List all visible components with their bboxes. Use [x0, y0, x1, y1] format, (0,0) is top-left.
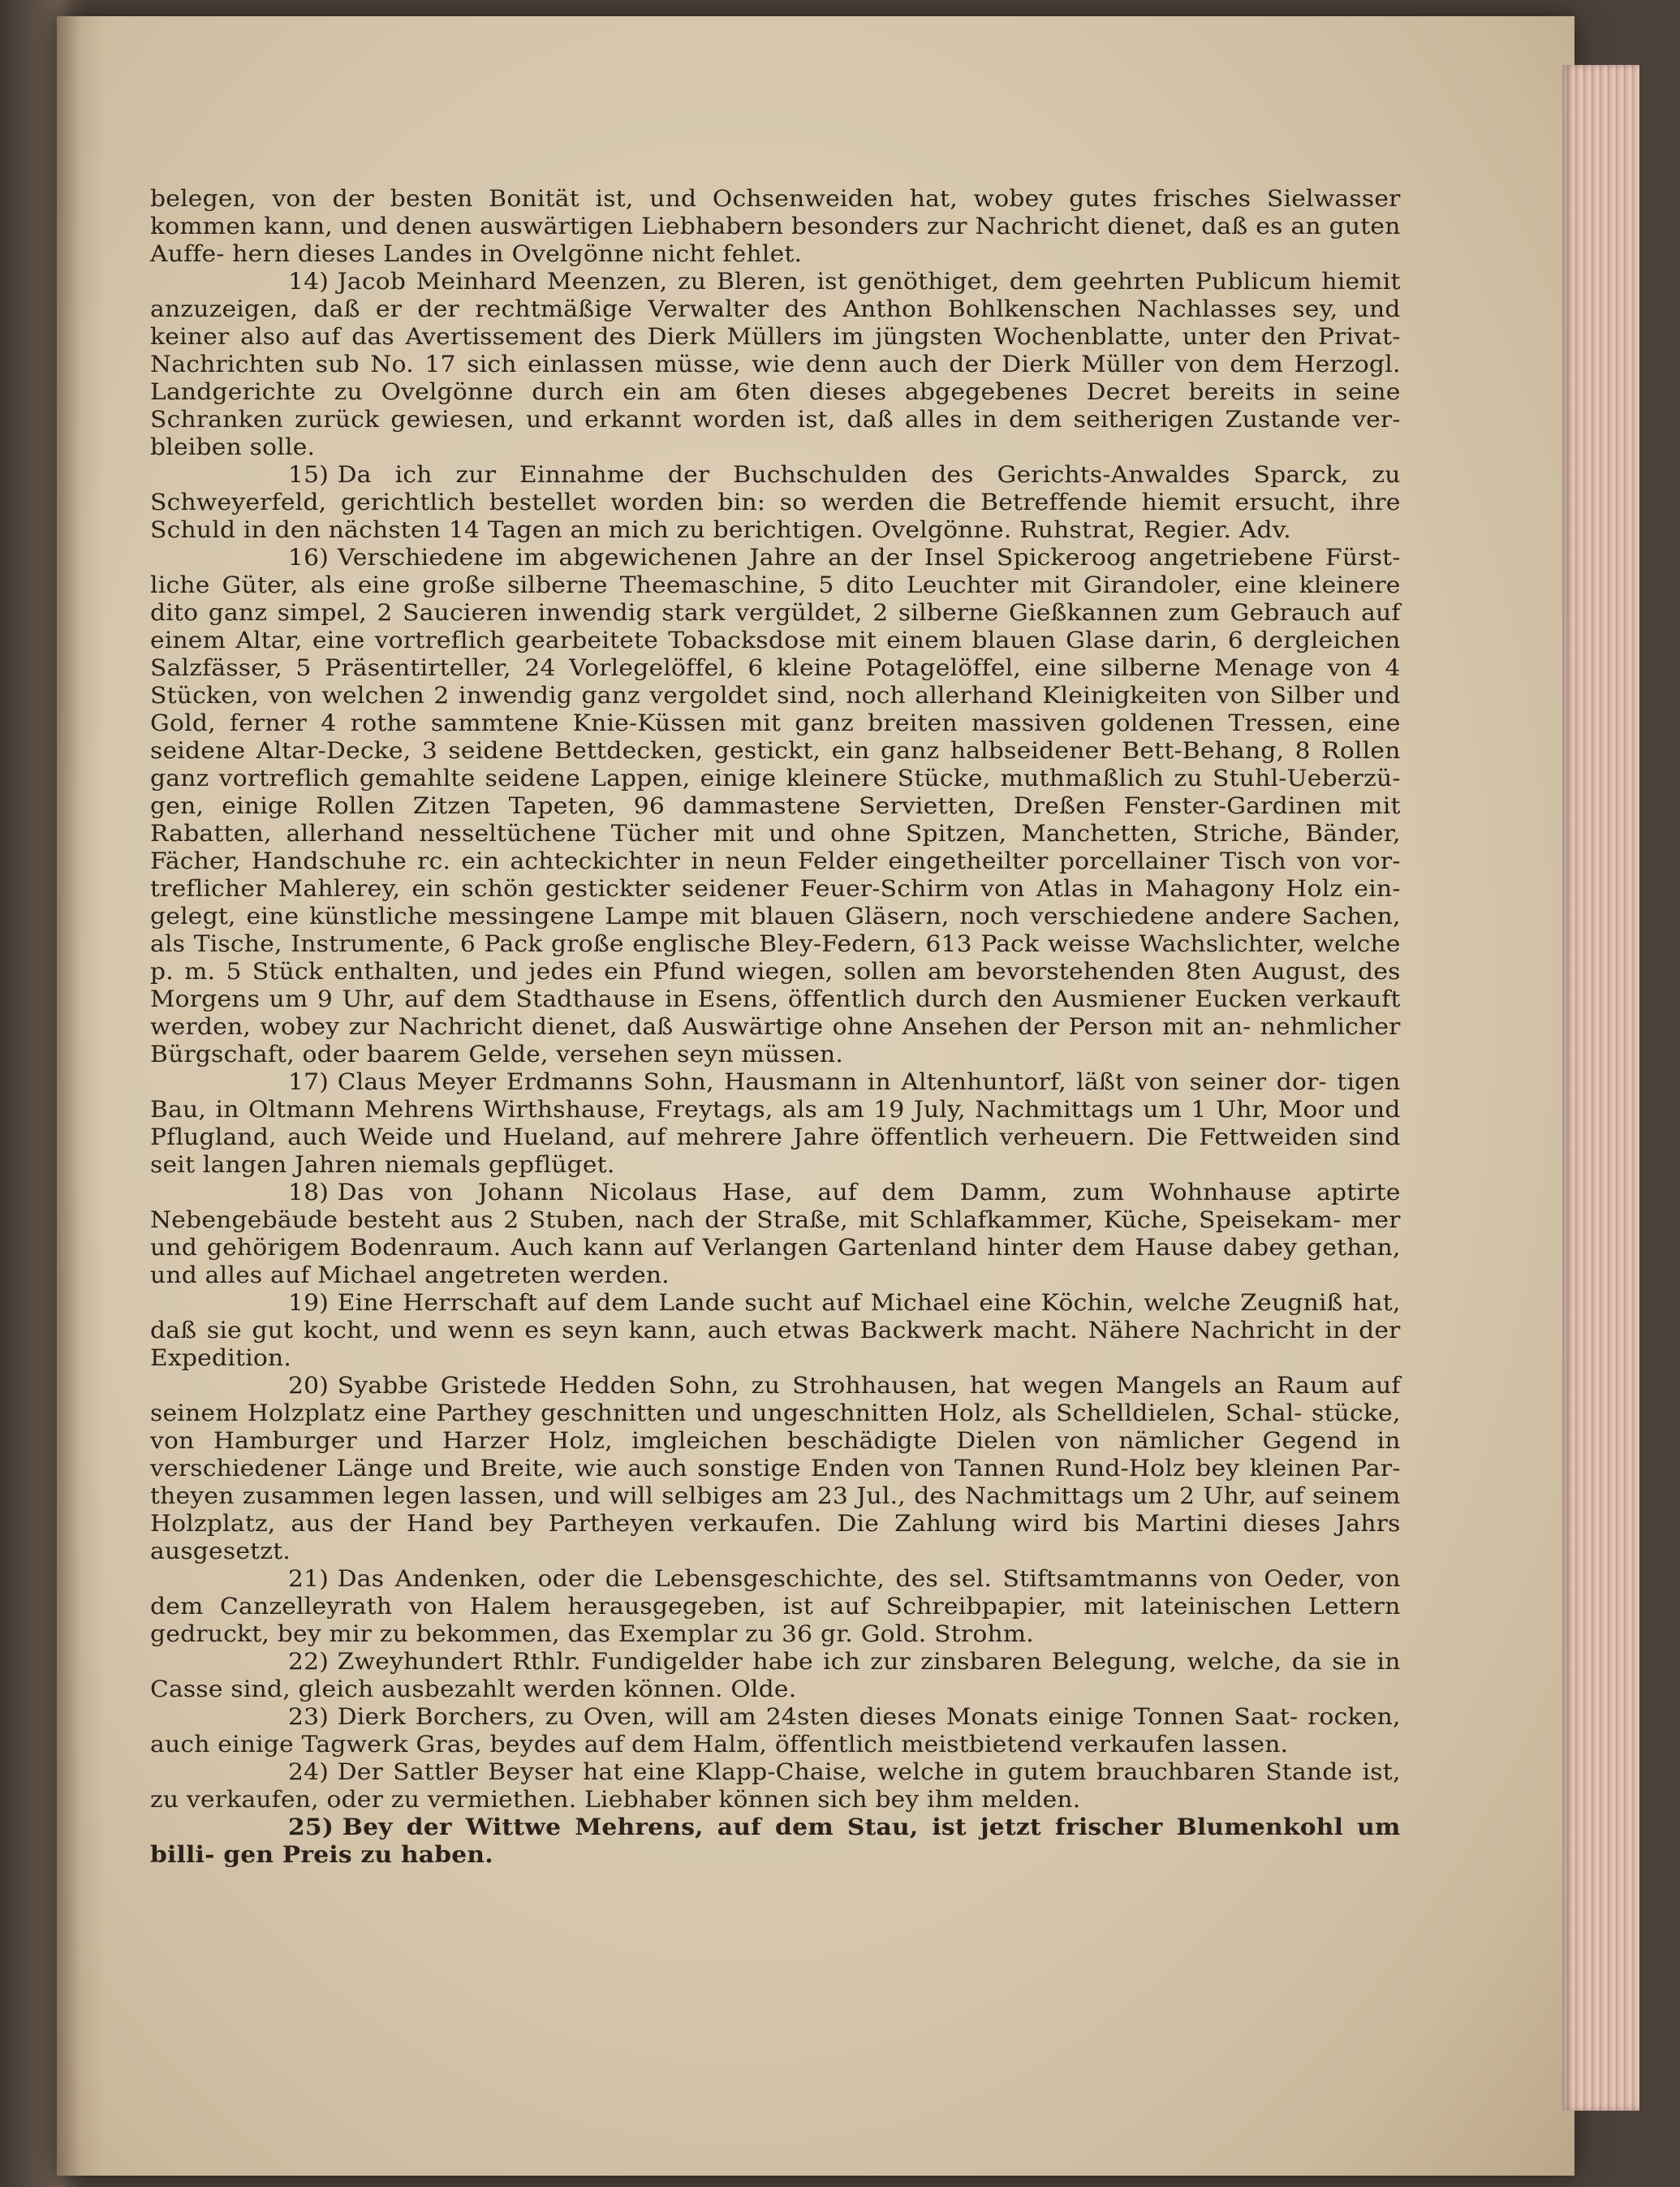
notice-text: Syabbe Gristede Hedden Sohn, zu Strohhausen, hat wegen Mangels an Raum auf seinem Holzplatz eine Parthey geschnitten und ungeschnitten Holz, als Schelldielen, Schal- stücke, von Hamburger und Harzer Holz, imgleichen beschädigte Dielen von nämlicher Gegend in verschiedener Länge und Breite, wie auch sonstige Enden von Tannen Rund-Holz bey kleinen Par- theyen zusammen legen lassen, und will selbiges am 23 Jul., des Nachmittags um 2 Uhr, auf seinem Holzplatz, aus der Hand bey Partheyen verkaufen. Die Zahlung wird bis Martini dieses Jahrs ausgesetzt.	[150, 1372, 1401, 1564]
notice-22	[150, 1648, 1401, 1703]
notice-text: Da ich zur Einnahme der Buchschulden des Gerichts-Anwaldes Sparck, zu Schweyerfeld, gerichtlich bestellet worden bin: so werden die Betreffende hiemit ersucht, ihre Schuld in den nächsten 14 Tagen an mich zu berichtigen. Ovelgönne. Ruhstrat, Regier. Adv.	[150, 461, 1401, 543]
notice-15	[150, 461, 1401, 544]
notice-20	[150, 1372, 1401, 1565]
page-stack-edge	[1562, 65, 1639, 2111]
notice-23	[150, 1703, 1401, 1758]
notice-19	[150, 1289, 1401, 1372]
notice-text: Bey der Wittwe Mehrens, auf dem Stau, ist jetzt frischer Blumenkohl um billi- gen Preis zu haben.	[150, 1814, 1401, 1868]
notice-number: 25)	[288, 1814, 334, 1840]
binding-gutter	[57, 16, 106, 2176]
notice-text: Zweyhundert Rthlr. Fundigelder habe ich zur zinsbaren Belegung, welche, da sie in Casse sind, gleich ausbezahlt werden können. Olde.	[150, 1648, 1401, 1702]
notice-number: 16)	[288, 544, 330, 571]
notice-25	[150, 1814, 1401, 1869]
notice-text: Das von Johann Nicolaus Hase, auf dem Damm, zum Wohnhause aptirte Nebengebäude besteht aus 2 Stuben, nach der Straße, mit Schlafkammer, Küche, Speisekam- mer und gehörigem Bodenraum. Auch kann auf Verlangen Gartenland hinter dem Hause dabey gethan, und alles auf Michael angetreten werden.	[150, 1179, 1401, 1288]
notice-number: 19)	[288, 1289, 330, 1316]
notice-text: Claus Meyer Erdmanns Sohn, Hausmann in Altenhuntorf, läßt von seiner dor- tigen Bau, in Oltmann Mehrens Wirthshause, Freytags, als am 19 July, Nachmittags um 1 Uhr, Moor und Pflugland, auch Weide und Hueland, auf mehrere Jahre öffentlich verheuern. Die Fettweiden sind seit langen Jahren niemals gepflüget.	[150, 1068, 1401, 1178]
notice-number: 23)	[288, 1703, 330, 1730]
notice-number: 22)	[288, 1648, 330, 1675]
notice-text: Der Sattler Beyser hat eine Klapp-Chaise, welche in gutem brauchbaren Stande ist, zu verkaufen, oder zu vermiethen. Liebhaber können sich bey ihm melden.	[150, 1758, 1401, 1813]
notice-21	[150, 1565, 1401, 1648]
notice-text: Das Andenken, oder die Lebensgeschichte, des sel. Stiftsamtmanns von Oeder, von dem Canzelleyrath von Halem herausgegeben, ist auf Schreibpapier, mit lateinischen Lettern gedruckt, bey mir zu bekommen, das Exemplar zu 36 gr. Gold. Strohm.	[150, 1565, 1401, 1647]
notice-number: 21)	[288, 1565, 330, 1592]
notice-text: Eine Herrschaft auf dem Lande sucht auf Michael eine Köchin, welche Zeugniß hat, daß sie gut kocht, und wenn es seyn kann, auch etwas Backwerk macht. Nähere Nachricht in der Expedition.	[150, 1289, 1401, 1371]
notice-number: 24)	[288, 1758, 330, 1785]
notice-number: 15)	[288, 461, 330, 488]
notice-number: 20)	[288, 1372, 330, 1399]
notice-24	[150, 1758, 1401, 1814]
notice-18	[150, 1179, 1401, 1289]
notice-number: 14)	[288, 268, 330, 295]
notice-16	[150, 544, 1401, 1068]
notice-number: 18)	[288, 1179, 330, 1206]
notice-text: Jacob Meinhard Meenzen, zu Bleren, ist genöthiget, dem geehrten Publicum hiemit anzuzeigen, daß er der rechtmäßige Verwalter des Anthon Bohlkenschen Nachlasses sey, und keiner also auf das Avertissement des Dierk Müllers im jüngsten Wochenblatte, unter den Privat-Nachrichten sub No. 17 sich einlassen müsse, wie denn auch der Dierk Müller von dem Herzogl. Landgerichte zu Ovelgönne durch ein am 6ten dieses abgegebenes Decret bereits in seine Schranken zurück gewiesen, und erkannt worden ist, daß alles in dem seitherigen Zustande ver- bleiben solle.	[150, 268, 1401, 460]
notice-17	[150, 1068, 1401, 1179]
notice-13-continued	[150, 185, 1401, 268]
notice-number: 17)	[288, 1068, 330, 1095]
notice-text: Dierk Borchers, zu Oven, will am 24sten dieses Monats einige Tonnen Saat- rocken, auch einige Tagwerk Gras, beydes auf dem Halm, öffentlich meistbietend verkaufen lassen.	[150, 1703, 1401, 1758]
notice-text: Verschiedene im abgewichenen Jahre an der Insel Spickeroog angetriebene Fürst- liche Güter, als eine große silberne Theemaschine, 5 dito Leuchter mit Girandoler, eine kleinere dito ganz simpel, 2 Saucieren inwendig stark vergüldet, 2 silberne Gießkannen zum Gebrauch auf einem Altar, eine vortreflich gearbeitete Tobacksdose mit einem blauen Glase darin, 6 dergleichen Salzfässer, 5 Präsentirteller, 24 Vorlegelöffel, 6 kleine Potagelöffel, eine silberne Menage von 4 Stücken, von welchen 2 inwendig ganz vergoldet sind, noch allerhand Kleinigkeiten von Silber und Gold, ferner 4 rothe sammtene Knie-Küssen mit ganz breiten massiven goldenen Tressen, eine seidene Altar-Decke, 3 seidene Bettdecken, gestickt, ein ganz halbseidener Bett-Behang, 8 Rollen ganz vortreflich gemahlte seidene Lappen, einige kleinere Stücke, muthmaßlich zu Stuhl-Ueberzü- gen, einige Rollen Zitzen Tapeten, 96 dammastene Servietten, Dreßen Fenster-Gardinen mit Rabatten, allerhand nesseltüchene Tücher mit und ohne Spitzen, Manchetten, Striche, Bänder, Fächer, Handschuhe rc. ein achteckichter in neun Felder eingetheilter porcellainer Tisch von vor- treflicher Mahlerey, ein schön gestickter seidener Feuer-Schirm von Atlas in Mahagony Holz ein- gelegt, eine künstliche messingene Lampe mit blauen Gläsern, noch verschiedene andere Sachen, als Tische, Instrumente, 6 Pack große englische Bley-Federn, 613 Pack weisse Wachslichter, welche p. m. 5 Stück enthalten, und jedes ein Pfund wiegen, sollen am bevorstehenden 8ten August, des Morgens um 9 Uhr, auf dem Stadthause in Esens, öffentlich durch den Ausmiener Eucken verkauft werden, wobey zur Nachricht dienet, daß Auswärtige ohne Ansehen der Person mit an- nehmlicher Bürgschaft, oder baarem Gelde, versehen seyn müssen.	[150, 544, 1401, 1068]
notices-column	[150, 185, 1401, 1869]
notice-14	[150, 268, 1401, 461]
notice-text: belegen, von der besten Bonität ist, und Ochsenweiden hat, wobey gutes frisches Sielwasser kommen kann, und denen auswärtigen Liebhabern besonders zur Nachricht dienet, daß es an guten Auffe- hern dieses Landes in Ovelgönne nicht fehlet.	[150, 185, 1401, 267]
